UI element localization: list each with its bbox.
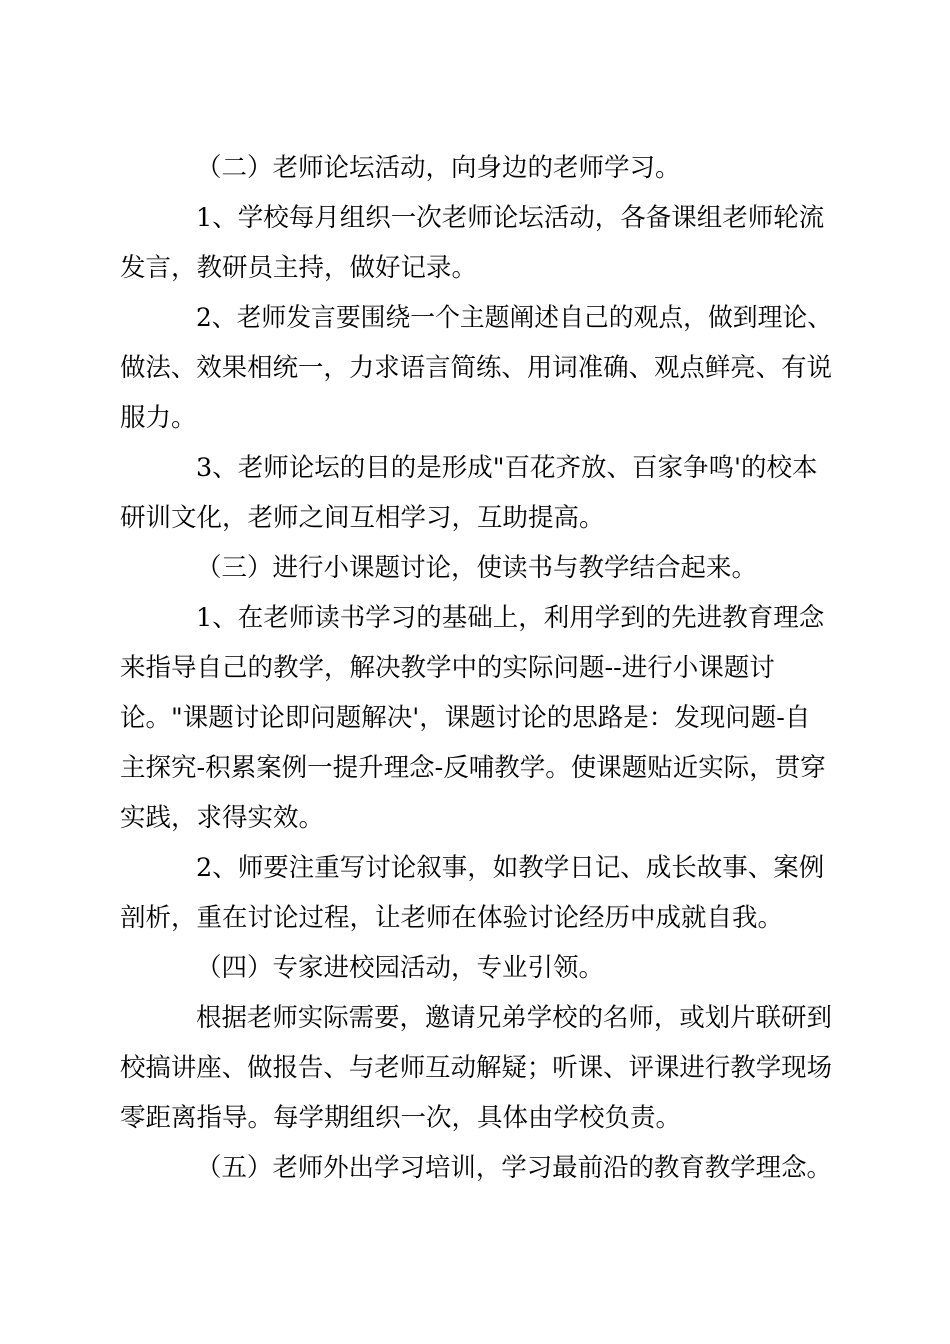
- text-line: 论。"课题讨论即问题解决'，课题讨论的思路是：发现问题-自: [120, 703, 811, 733]
- text-line: （四）专家进校园活动，专业引领。: [196, 953, 605, 983]
- text-line: 剖析，重在讨论过程，让老师在体验讨论经历中成就自我。: [120, 903, 784, 933]
- text-line: 来指导自己的教学，解决教学中的实际问题--进行小课题讨: [120, 653, 775, 683]
- text-line: 2、老师发言要围绕一个主题阐述自己的观点，做到理论、: [196, 303, 833, 333]
- text-line: 1、在老师读书学习的基础上，利用学到的先进教育理念: [196, 603, 825, 633]
- text-line: （二）老师论坛活动，向身边的老师学习。: [196, 153, 681, 183]
- text-line: 零距离指导。每学期组织一次，具体由学校负责。: [120, 1103, 682, 1133]
- text-line: 研训文化，老师之间互相学习，互助提高。: [120, 503, 605, 533]
- text-line: （三）进行小课题讨论，使读书与教学结合起来。: [196, 553, 758, 583]
- text-line: （五）老师外出学习培训，学习最前沿的教育教学理念。: [196, 1153, 832, 1183]
- text-line: 3、老师论坛的目的是形成"百花齐放、百家争鸣'的校本: [196, 453, 818, 483]
- text-line: 2、师要注重写讨论叙事，如教学日记、成长故事、案例: [196, 853, 825, 883]
- text-line: 做法、效果相统一，力求语言简练、用词准确、观点鲜亮、有说: [120, 353, 833, 383]
- text-line: 1、学校每月组织一次老师论坛活动，各备课组老师轮流: [196, 203, 825, 233]
- text-line: 根据老师实际需要，邀请兄弟学校的名师，或划片联研到: [196, 1003, 832, 1033]
- text-line: 服力。: [120, 403, 197, 433]
- text-line: 校搞讲座、做报告、与老师互动解疑；听课、评课进行教学现场: [120, 1053, 833, 1083]
- text-line: 实践，求得实效。: [120, 803, 325, 833]
- text-line: 发言，教研员主持，做好记录。: [120, 253, 478, 283]
- text-line: 主探究-积累案例一提升理念-反哺教学。使课题贴近实际，贯穿: [120, 753, 826, 783]
